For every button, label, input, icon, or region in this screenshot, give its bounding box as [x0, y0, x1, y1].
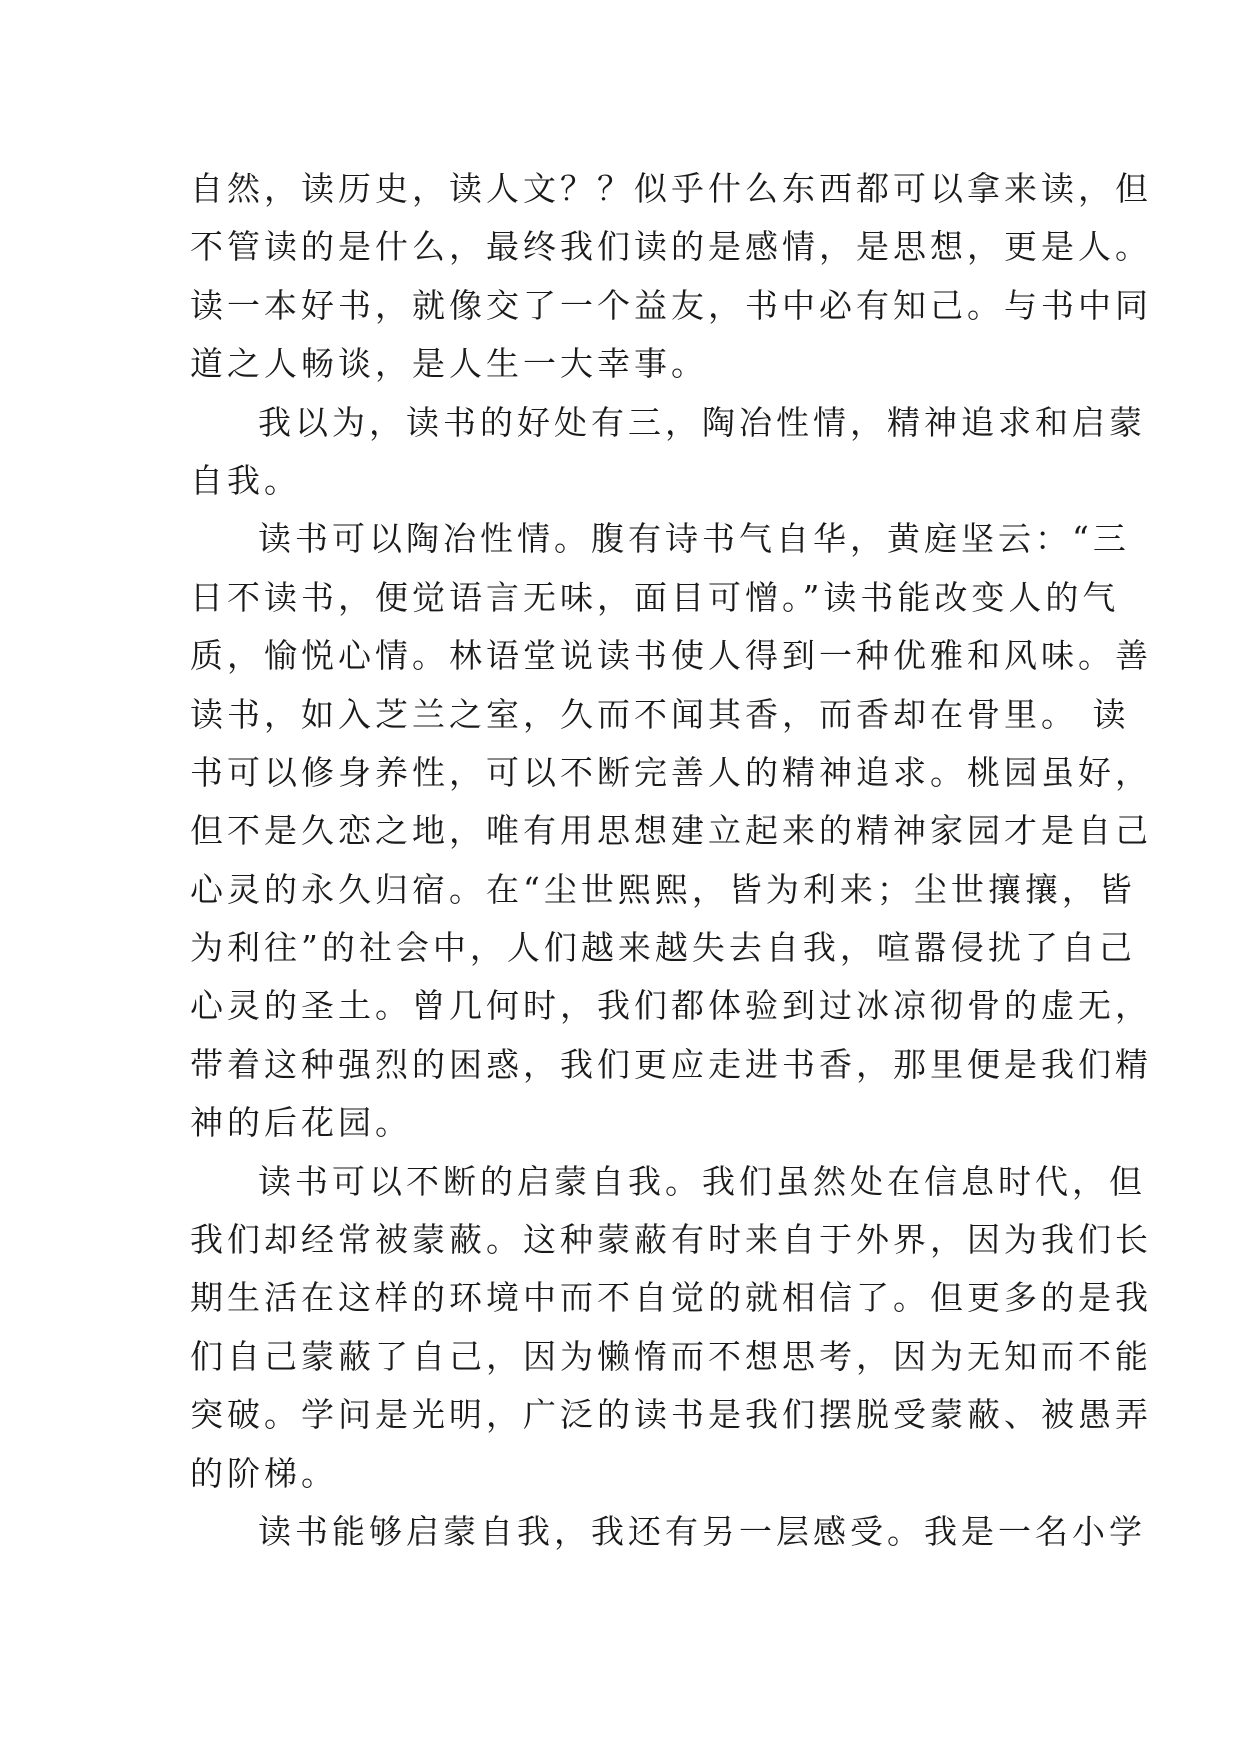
- paragraph-first-line: 读书能够启蒙自我，我还有另一层感受。我是一名小学: [258, 1511, 1146, 1551]
- text-line: 书可以修身养性，可以不断完善人的精神追求。桃园虽好，: [190, 752, 1152, 792]
- text-line: 道之人畅谈，是人生一大幸事。: [190, 344, 708, 384]
- text-line: 突破。学问是光明，广泛的读书是我们摆脱受蒙蔽、被愚弄: [190, 1395, 1152, 1435]
- text-line: 心灵的圣土。曾几何时，我们都体验到过冰凉彻骨的虚无，: [190, 986, 1152, 1026]
- text-line: 质，愉悦心情。林语堂说读书使人得到一种优雅和风味。善: [190, 636, 1152, 676]
- text-line: 不管读的是什么，最终我们读的是感情，是思想，更是人。: [190, 227, 1152, 267]
- text-line: 心灵的永久归宿。在“尘世熙熙，皆为利来；尘世攘攘，皆: [190, 869, 1136, 909]
- text-line: 带着这种强烈的困惑，我们更应走进书香，那里便是我们精: [190, 1044, 1152, 1084]
- paragraph-first-line: 我以为，读书的好处有三，陶冶性情，精神追求和启蒙: [258, 402, 1146, 442]
- paragraph-first-line: 读书可以陶冶性情。腹有诗书气自华，黄庭坚云：“三: [258, 519, 1130, 559]
- text-line: 但不是久恋之地，唯有用思想建立起来的精神家园才是自己: [190, 811, 1152, 851]
- text-line: 神的后花园。: [190, 1103, 412, 1143]
- text-line: 日不读书，便觉语言无味，面目可憎。”读书能改变人的气: [190, 577, 1120, 617]
- text-line: 我们却经常被蒙蔽。这种蒙蔽有时来自于外界，因为我们长: [190, 1220, 1152, 1260]
- text-line: 们自己蒙蔽了自己，因为懒惰而不想思考，因为无知而不能: [190, 1336, 1152, 1376]
- text-line: 期生活在这样的环境中而不自觉的就相信了。但更多的是我: [190, 1278, 1152, 1318]
- text-line: 自我。: [190, 460, 301, 500]
- text-line: 读书，如入芝兰之室，久而不闻其香，而香却在骨里。 读: [190, 694, 1130, 734]
- text-line: 的阶梯。: [190, 1453, 338, 1493]
- text-line: 为利往”的社会中，人们越来越失去自我，喧嚣侵扰了自己: [190, 928, 1136, 968]
- paragraph-first-line: 读书可以不断的启蒙自我。我们虽然处在信息时代，但: [258, 1161, 1146, 1201]
- text-line: 读一本好书，就像交了一个益友，书中必有知己。与书中同: [190, 285, 1152, 325]
- text-line: 自然，读历史，读人文？？似乎什么东西都可以拿来读，但: [190, 169, 1152, 208]
- body-text: [190, 160, 1152, 1561]
